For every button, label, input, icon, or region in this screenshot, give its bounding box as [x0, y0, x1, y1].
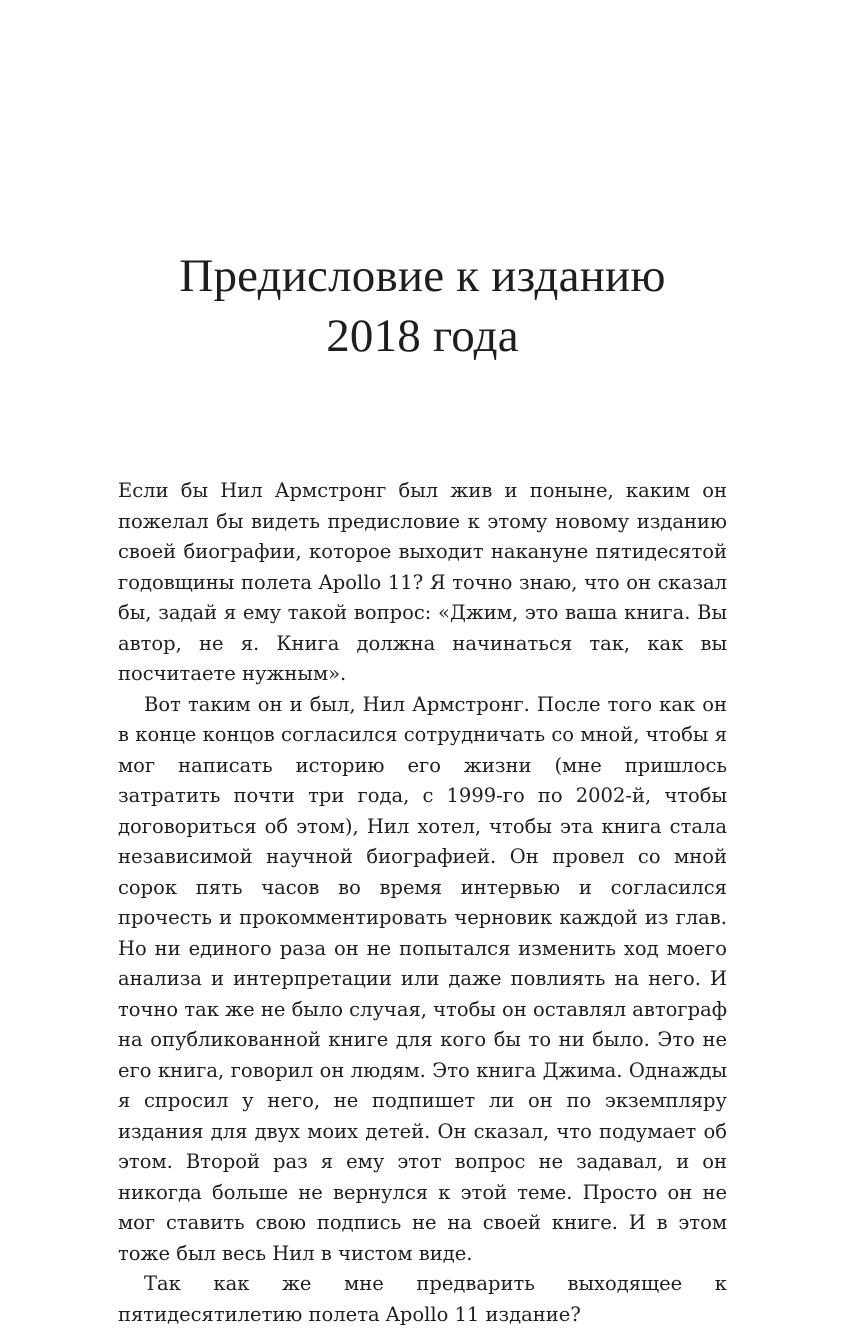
- body-text: [118, 476, 727, 1330]
- paragraph-2: Вот таким он и был, Нил Армстронг. После того как он в конце концов согласился сотрудничать со мной, чтобы я мог написать историю его жизни (мне пришлось затратить почти три года, с 1999-го по 2002-й, чтобы договориться об этом), Нил хотел, чтобы эта книга стала независимой научной биографией. Он провел со мной сорок пять часов во время интервью и согласился прочесть и прокомментировать черновик каждой из глав. Но ни единого раза он не попытался изменить ход моего анализа и интерпретации или даже повлиять на него. И точно так же не было случая, чтобы он оставлял автограф на опубликованной книге для кого бы то ни было. Это не его книга, говорил он людям. Это книга Джима. Однажды я спросил у него, не подпишет ли он по экземпляру издания для двух моих детей. Он сказал, что подумает об этом. Второй раз я ему этот вопрос не задавал, и он никогда больше не вернулся к этой теме. Просто он не мог ставить свою подпись не на своей книге. И в этом тоже был весь Нил в чистом виде.: [118, 692, 728, 1265]
- paragraph-3: Так как же мне предварить выходящее к пятидесятилетию полета Apollo 11 издание?: [118, 1272, 727, 1326]
- chapter-title-line-2: 2018 года: [326, 310, 519, 362]
- chapter-title: [0, 246, 845, 366]
- paragraph-1: Если бы Нил Армстронг был жив и поныне, каким он пожелал бы видеть предисловие к этому новому изданию своей биографии, которое выходит накануне пятидесятой годовщины полета Apollo 11? Я точно знаю, что он сказал бы, задай я ему такой вопрос: «Джим, это ваша книга. Вы автор, не я. Книга должна начинаться так, как вы посчитаете нужным».: [118, 479, 727, 685]
- chapter-title-line-1: Предисловие к изданию: [179, 250, 666, 302]
